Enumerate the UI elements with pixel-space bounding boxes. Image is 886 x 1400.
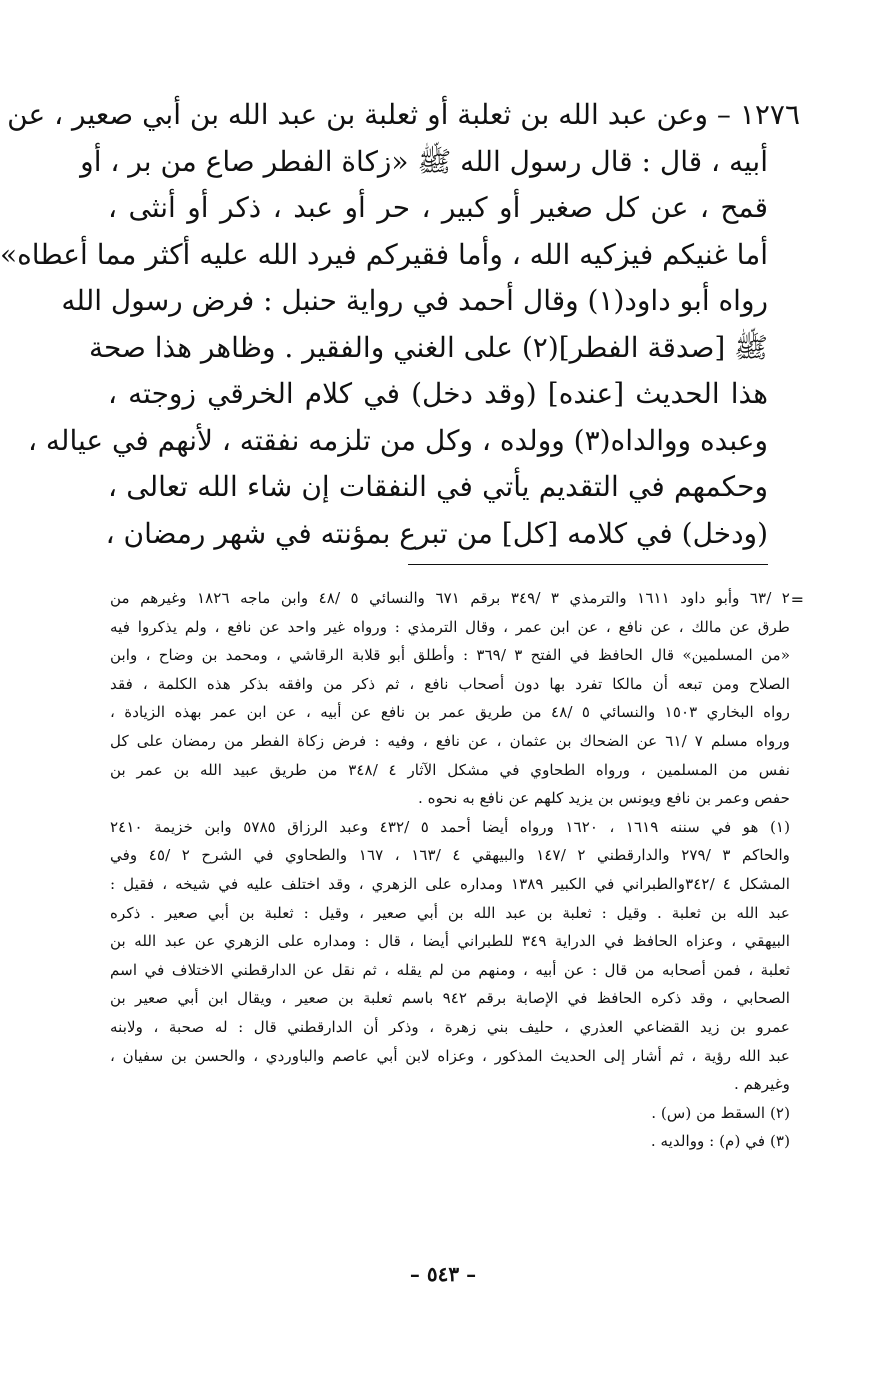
footnote-1-line: والحاكم ٣ /٢٧٩ والدارقطني ٢ /١٤٧ والبيهقي ٤ /١٦٣ ، ١٦٧ والطحاوي في الشرح ٢ /٤٥ وفي [110, 846, 790, 865]
footnote-divider [408, 564, 768, 565]
footnote-continuation-line: رواه البخاري ١٥٠٣ والنسائي ٥ /٤٨ من طريق عمر بن نافع عن أبيه ، عن ابن عمر بهذه الزيادة ، [110, 703, 790, 722]
main-text-line: هذا الحديث [عنده] (وقد دخل) في كلام الخرقي زوجته ، [108, 377, 768, 410]
footnote-continuation-line: ٢ /٦٣ وأبو داود ١٦١١ والترمذي ٣ /٣٤٩ برقم ٦٧١ والنسائي ٥ /٤٨ وابن ماجه ١٨٢٦ وغيرهم من [110, 589, 790, 607]
footnote-1-line: البيهقي ، وعزاه الحافظ في الدراية ٣٤٩ للطبراني أيضا ، قال : ومداره على الزهري عن عبد الله بن [110, 932, 790, 951]
footnote-continuation-mark: = [790, 590, 804, 609]
footnote-1-line: عبد الله رؤية ، ثم أشار إلى الحديث المذكور ، وعزاه لابن أبي عاصم والباوردي ، والحسن بن سفيان ، [110, 1046, 790, 1065]
main-text-line: ١٢٧٦ – وعن عبد الله بن ثعلبة أو ثعلبة بن عبد الله بن أبي صعير ، عن [7, 98, 800, 131]
footnote-1-line: عبد الله بن ثعلبة . وقيل : ثعلبة بن عبد الله بن أبي صعير ، وقيل : ثعلبة بن أبي صعير . ذكره [110, 903, 790, 922]
footnote-1-line: (١) هو في سننه ١٦١٩ ، ١٦٢٠ ورواه أيضا أحمد ٥ /٤٣٢ وعبد الرزاق ٥٧٨٥ وابن خزيمة ٢٤١٠ [110, 817, 791, 836]
main-text-line: (ودخل) في كلامه [كل] من تبرع بمؤنته في شهر رمضان ، [105, 516, 768, 550]
main-text-line: قمح ، عن كل صغير أو كبير ، حر أو عبد ، ذكر أو أنثى ، [108, 191, 768, 224]
main-text-line: رواه أبو داود(١) وقال أحمد في رواية حنبل : فرض رسول الله [61, 284, 768, 317]
footnote-3: (٣) في (م) : ووالديه . [650, 1132, 790, 1151]
footnote-1-line: وغيرهم . [733, 1075, 790, 1094]
main-text-block [0, 92, 800, 557]
page-number: – ٥٤٣ – [409, 1262, 477, 1286]
footnote-continuation-line: «من المسلمين» قال الحافظ في الفتح ٣ /٣٦٩ : وأطلق أبو قلابة الرقاشي ، ومحمد بن وضاح ، وابن [110, 646, 790, 665]
main-text-line: وحكمهم في التقديم يأتي في النفقات إن شاء الله تعالى ، [108, 470, 768, 503]
footnote-continuation-line: الصلاح ومن تبعه أن مالكا تفرد بها دون أصحاب نافع ، ثم ذكر من وافقه بذكر هذه الكلمة ، فقد [110, 674, 790, 693]
footnote-continuation-line: طرق عن مالك ، عن نافع ، عن ابن عمر ، وقال الترمذي : ورواه غير واحد عن نافع ، ولم يذكروا فيه [110, 617, 790, 636]
main-text-line: وعبده ووالداه(٣) وولده ، وكل من تلزمه نفقته ، لأنهم في عياله ، [27, 423, 768, 457]
main-text-line: أبيه ، قال : قال رسول الله ﷺ «زكاة الفطر صاع من بر ، أو [80, 144, 768, 178]
footnote-continuation-line: ورواه مسلم ٧ /٦١ عن الضحاك بن عثمان ، عن نافع ، وفيه : فرض زكاة الفطر من رمضان على كل [110, 731, 790, 750]
footnote-1-line: عمرو بن زيد القضاعي العذري ، حليف بني زهرة ، وذكر أن الدارقطني قال : له صحبة ، ولابنه [110, 1017, 790, 1036]
footnotes-block [110, 584, 790, 1156]
main-text-line: أما غنيكم فيزكيه الله ، وأما فقيركم فيرد الله عليه أكثر مما أعطاه» [0, 237, 768, 271]
footnote-continuation-line: حفص وعمر بن نافع ويونس بن يزيد كلهم عن نافع به نحوه . [418, 789, 790, 808]
footnote-continuation-line: نفس من المسلمين ، ورواه الطحاوي في مشكل الآثار ٤ /٣٤٨ من طريق عبيد الله بن عمر بن [110, 760, 790, 779]
footnote-1-line: ثعلبة ، فمن أصحابه من قال : عن أبيه ، ومنهم من لم يقله ، ثم نقل عن الدارقطني الاختلاف في اسم [110, 960, 790, 979]
footnote-1-line: المشكل ٤ /٣٤٢والطبراني في الكبير ١٣٨٩ ومداره على الزهري ، وقد اختلف عليه في شيخه ، فقيل : [110, 874, 790, 893]
footnote-1-line: الصحابي ، وقد ذكره الحافظ في الإصابة برقم ٩٤٢ باسم ثعلبة بن صعير ، ويقال ابن أبي صعير بن [110, 989, 790, 1008]
footnote-2: (٢) السقط من (س) . [651, 1103, 790, 1122]
main-text-line: ﷺ [صدقة الفطر](٢) على الغني والفقير . وظاهر هذا صحة [89, 330, 768, 364]
